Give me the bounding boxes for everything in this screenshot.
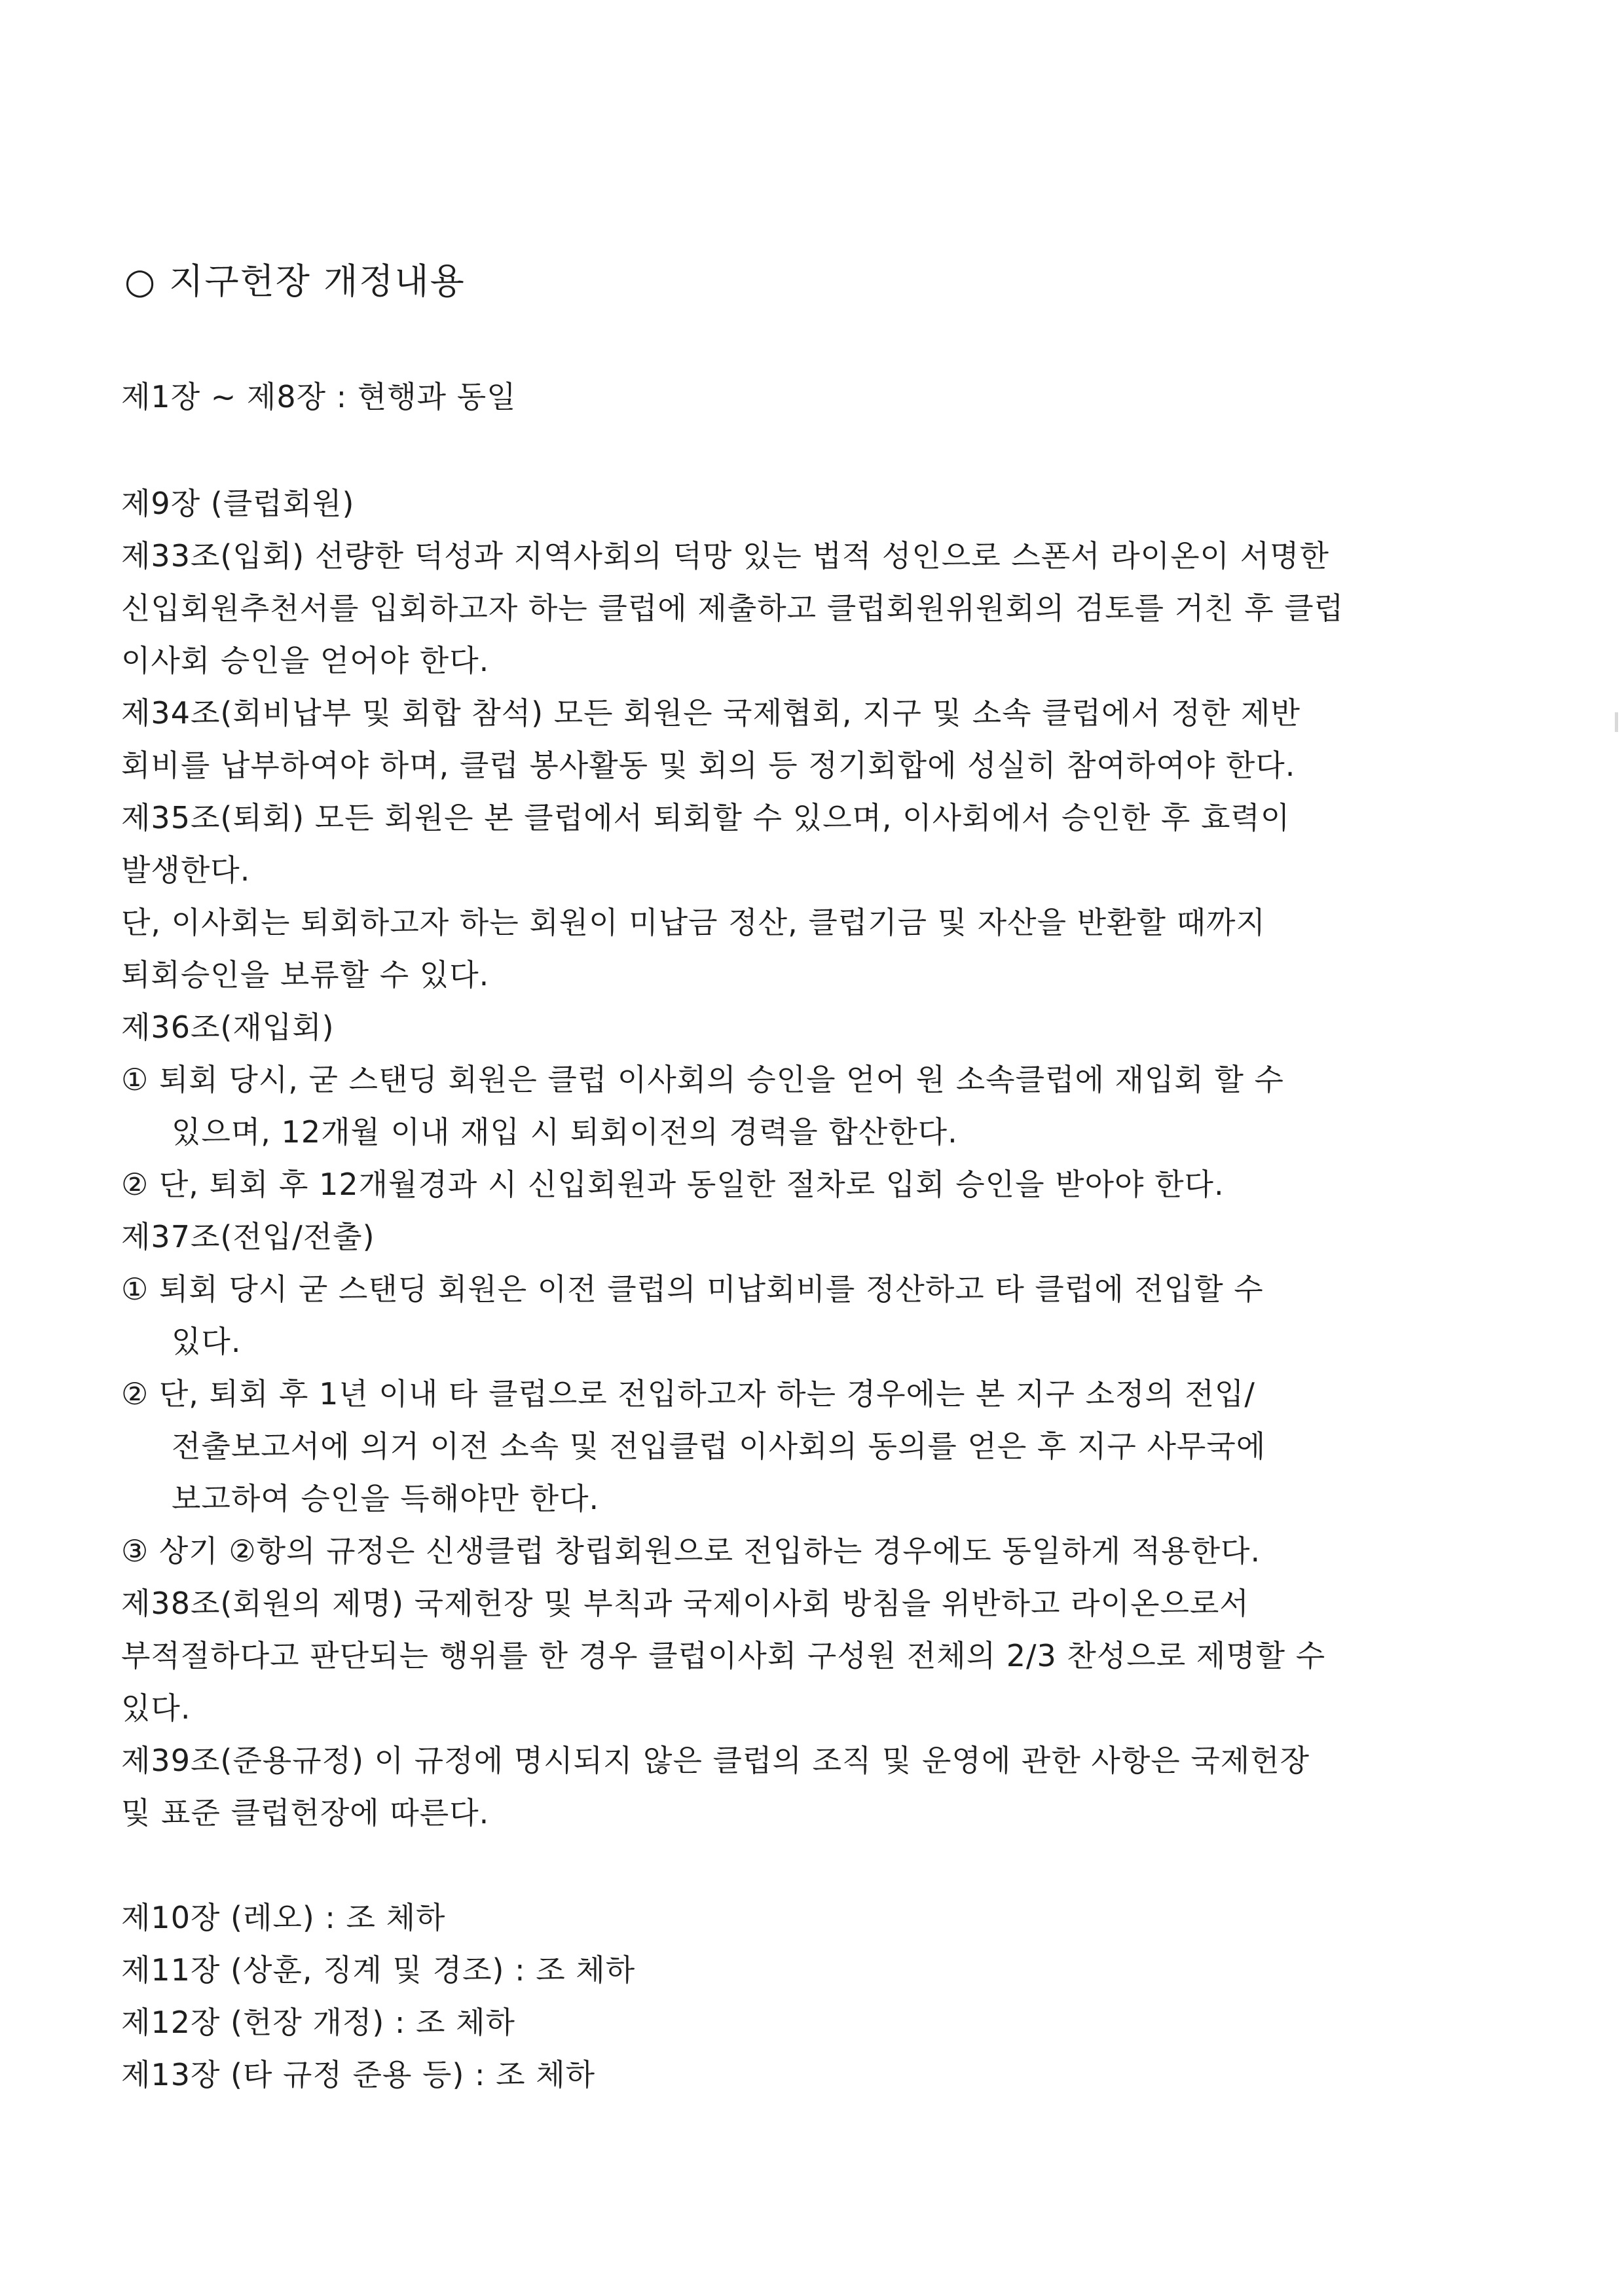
article-39-line: 및 표준 클럽헌장에 따른다.: [121, 1795, 490, 1831]
scan-artifact: [1615, 712, 1618, 732]
article-37-clause-2-cont: 보고하여 승인을 득해야만 한다.: [172, 1481, 600, 1516]
article-34-line: 회비를 납부하여야 하며, 클럽 봉사활동 및 회의 등 정기회합에 성실히 참여하여야 한다.: [121, 748, 1296, 783]
chapter-13-summary: 제13장 (타 규정 준용 등) : 조 체하: [121, 2057, 596, 2092]
article-36-clause-1: ① 퇴회 당시, 굳 스탠딩 회원은 클럽 이사회의 승인을 얻어 원 소속클럽에 재입회 할 수: [121, 1062, 1284, 1097]
article-39-line: 제39조(준용규정) 이 규정에 명시되지 않은 클럽의 조직 및 운영에 관한 사항은 국제헌장: [121, 1743, 1310, 1778]
article-38-line: 부적절하다고 판단되는 행위를 한 경우 클럽이사회 구성원 전체의 2/3 찬성으로 제명할 수: [121, 1638, 1326, 1673]
article-33-line: 이사회 승인을 얻어야 한다.: [121, 643, 490, 678]
article-37-clause-2-cont: 전출보고서에 의거 이전 소속 및 전입클럽 이사회의 동의를 얻은 후 지구 사무국에: [172, 1429, 1266, 1464]
article-37-clause-1-cont: 있다.: [172, 1324, 242, 1359]
article-36-heading: 제36조(재입회): [121, 1010, 335, 1045]
chapter-9-heading: 제9장 (클럽회원): [121, 486, 355, 521]
chapter-10-summary: 제10장 (레오) : 조 체하: [121, 1900, 446, 1935]
article-35-line: 제35조(퇴회) 모든 회원은 본 클럽에서 퇴회할 수 있으며, 이사회에서 승인한 후 효력이: [121, 800, 1291, 835]
article-33-line: 신입회원추천서를 입회하고자 하는 클럽에 제출하고 클럽회원위원회의 검토를 거친 후 클럽: [121, 591, 1344, 626]
chapter-12-summary: 제12장 (헌장 개정) : 조 체하: [121, 2005, 515, 2040]
article-36-clause-2: ② 단, 퇴회 후 12개월경과 시 신입회원과 동일한 절차로 입회 승인을 받아야 한다.: [121, 1167, 1225, 1202]
article-37-clause-3: ③ 상기 ②항의 규정은 신생클럽 창립회원으로 전입하는 경우에도 동일하게 적용한다.: [121, 1533, 1261, 1569]
article-36-clause-1-cont: 있으며, 12개월 이내 재입 시 퇴회이전의 경력을 합산한다.: [172, 1114, 958, 1150]
article-38-line: 제38조(회원의 제명) 국제헌장 및 부칙과 국제이사회 방침을 위반하고 라이온으로서: [121, 1586, 1249, 1621]
article-35-line: 발생한다.: [121, 852, 251, 888]
article-37-heading: 제37조(전입/전출): [121, 1219, 375, 1254]
article-33-line: 제33조(입회) 선량한 덕성과 지역사회의 덕망 있는 법적 성인으로 스폰서 라이온이 서명한: [121, 538, 1329, 574]
chapter-1-8-summary: 제1장 ~ 제8장 : 현행과 동일: [121, 379, 517, 414]
article-37-clause-2: ② 단, 퇴회 후 1년 이내 타 클럽으로 전입하고자 하는 경우에는 본 지구 소정의 전입/: [121, 1376, 1255, 1412]
article-34-line: 제34조(회비납부 및 회합 참석) 모든 회원은 국제협회, 지구 및 소속 클럽에서 정한 제반: [121, 695, 1301, 731]
article-37-clause-1: ① 퇴회 당시 굳 스탠딩 회원은 이전 클럽의 미납회비를 정산하고 타 클럽에 전입할 수: [121, 1271, 1264, 1307]
article-35-line: 퇴회승인을 보류할 수 있다.: [121, 957, 490, 993]
article-38-line: 있다.: [121, 1690, 191, 1726]
document-title: ○ 지구헌장 개정내용: [124, 261, 466, 302]
article-35-line: 단, 이사회는 퇴회하고자 하는 회원이 미납금 정산, 클럽기금 및 자산을 반환할 때까지: [121, 905, 1266, 940]
chapter-11-summary: 제11장 (상훈, 징계 및 경조) : 조 체하: [121, 1952, 636, 1988]
